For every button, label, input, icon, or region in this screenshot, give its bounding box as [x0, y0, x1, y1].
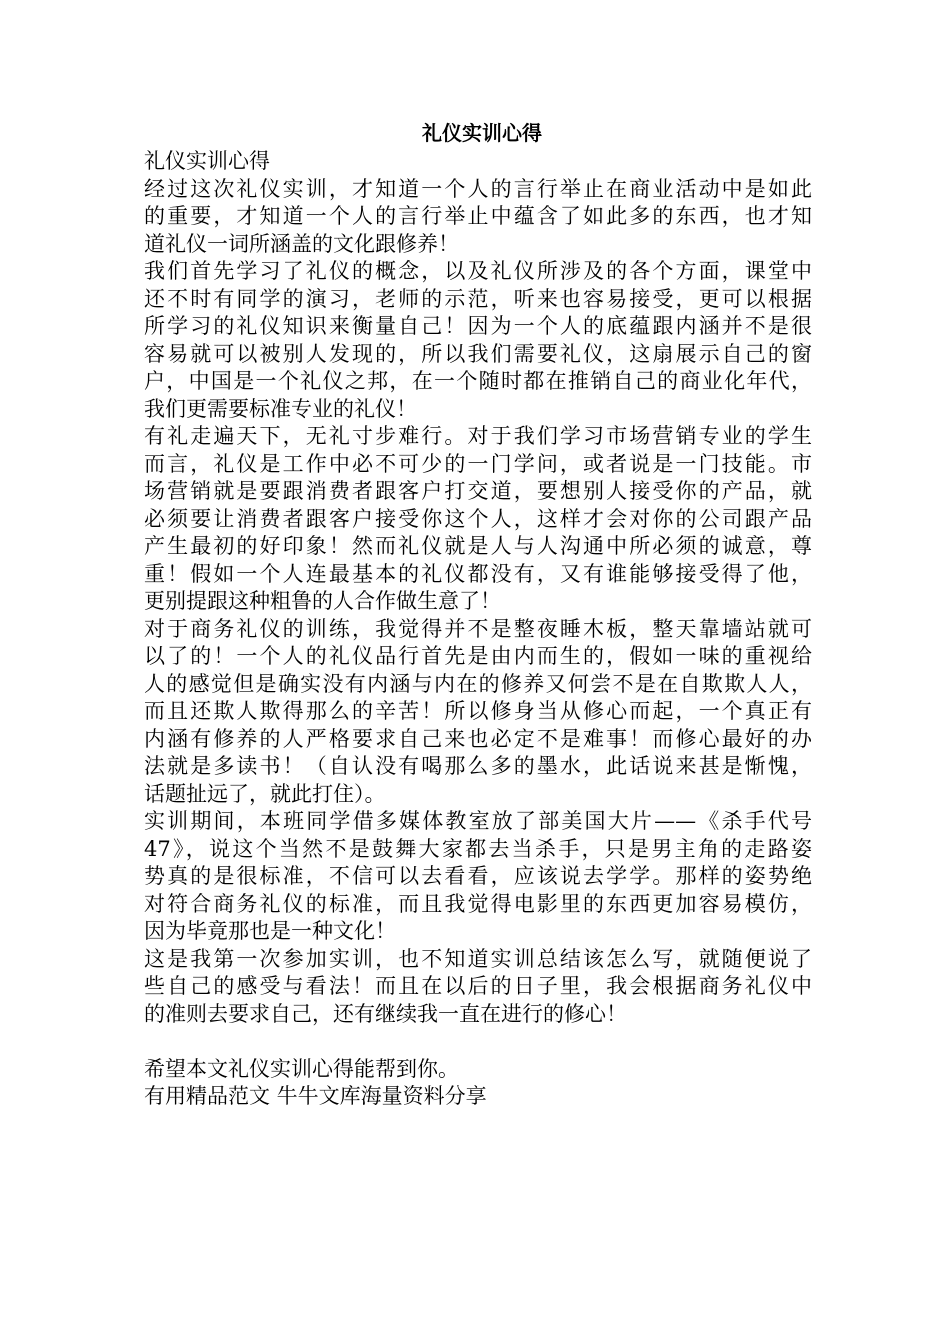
paragraph-2-line-2: 还不时有同学的演习，老师的示范，听来也容易接受，更可以根据 — [144, 286, 812, 311]
paragraph-4-line-5: 内涵有修养的人严格要求自己来也必定不是难事！而修心最好的办 — [144, 726, 812, 751]
paragraph-2-line-5: 户，中国是一个礼仪之邦，在一个随时都在推销自己的商业化年代， — [144, 369, 812, 393]
document-page — [144, 118, 812, 1111]
closing-line: 希望本文礼仪实训心得能帮到你。 — [144, 1056, 459, 1081]
document-title: 礼仪实训心得 — [422, 121, 542, 145]
paragraph-3-line-5: 产生最初的好印象！然而礼仪就是人与人沟通中所必须的诚意，尊 — [144, 534, 812, 558]
paragraph-1-line-3: 道礼仪一词所涵盖的文化跟修养！ — [144, 231, 459, 256]
paragraph-5-line-2: 47》，说这个当然不是鼓舞大家都去当杀手，只是男主角的走路姿 — [144, 836, 812, 861]
blank-line — [144, 1028, 812, 1056]
paragraph-5-line-5: 因为毕竟那也是一种文化！ — [144, 919, 396, 943]
paragraph-6-line-2: 些自己的感受与看法！而且在以后的日子里，我会根据商务礼仪中 — [144, 974, 812, 998]
paragraph-3-line-4: 必须要让消费者跟客户接受你这个人，这样才会对你的公司跟产品 — [144, 506, 812, 531]
paragraph-4-line-2: 以了的！一个人的礼仪品行首先是由内而生的，假如一味的重视给 — [144, 644, 812, 668]
paragraph-4-line-7: 话题扯远了，就此打住）。 — [144, 781, 386, 806]
paragraph-2-line-3: 所学习的礼仪知识来衡量自己！因为一个人的底蕴跟内涵并不是很 — [144, 314, 812, 338]
paragraph-3-line-2: 而言，礼仪是工作中必不可少的一门学问，或者说是一门技能。市 — [144, 451, 812, 476]
paragraph-4-line-4: 而且还欺人欺得那么的辛苦！所以修身当从修心而起，一个真正有 — [144, 699, 812, 723]
paragraph-3-line-7: 更别提跟这种粗鲁的人合作做生意了！ — [144, 589, 501, 613]
paragraph-6-line-1: 这是我第一次参加实训，也不知道实训总结该怎么写，就随便说了 — [144, 946, 812, 971]
paragraph-4-line-3: 人的感觉但是确实没有内涵与内在的修养又何尝不是在自欺欺人人， — [144, 671, 812, 696]
paragraph-1-line-2: 的重要，才知道一个人的言行举止中蕴含了如此多的东西，也才知 — [144, 204, 812, 228]
footer-line: 有用精品范文 牛牛文库海量资料分享 — [144, 1084, 487, 1108]
paragraph-2-line-1: 我们首先学习了礼仪的概念，以及礼仪所涉及的各个方面，课堂中 — [144, 259, 812, 283]
paragraph-3-line-3: 场营销就是要跟消费者跟客户打交道，要想别人接受你的产品，就 — [144, 479, 812, 503]
paragraph-2-line-4: 容易就可以被别人发现的，所以我们需要礼仪，这扇展示自己的窗 — [144, 341, 812, 366]
paragraph-4-line-6: 法就是多读书！（自认没有喝那么多的墨水，此话说来甚是惭愧， — [144, 754, 812, 778]
paragraph-3-line-1: 有礼走遍天下，无礼寸步难行。对于我们学习市场营销专业的学生 — [144, 424, 812, 448]
paragraph-5-line-1: 实训期间，本班同学借多媒体教室放了部美国大片——《杀手代号 — [144, 809, 812, 833]
paragraph-4-line-1: 对于商务礼仪的训练，我觉得并不是整夜睡木板，整天靠墙站就可 — [144, 616, 812, 641]
paragraph-3-line-6: 重！假如一个人连最基本的礼仪都没有，又有谁能够接受得了他， — [144, 561, 812, 586]
paragraph-6-line-3: 的准则去要求自己，还有继续我一直在进行的修心！ — [144, 1001, 627, 1026]
paragraph-5-line-4: 对符合商务礼仪的标准，而且我觉得电影里的东西更加容易模仿， — [144, 891, 812, 916]
subtitle-line: 礼仪实训心得 — [144, 149, 270, 173]
paragraph-2-line-6: 我们更需要标准专业的礼仪！ — [144, 396, 417, 421]
paragraph-1-line-1: 经过这次礼仪实训，才知道一个人的言行举止在商业活动中是如此 — [144, 176, 812, 201]
paragraph-5-line-3: 势真的是很标准，不信可以去看看，应该说去学学。那样的姿势绝 — [144, 864, 812, 888]
